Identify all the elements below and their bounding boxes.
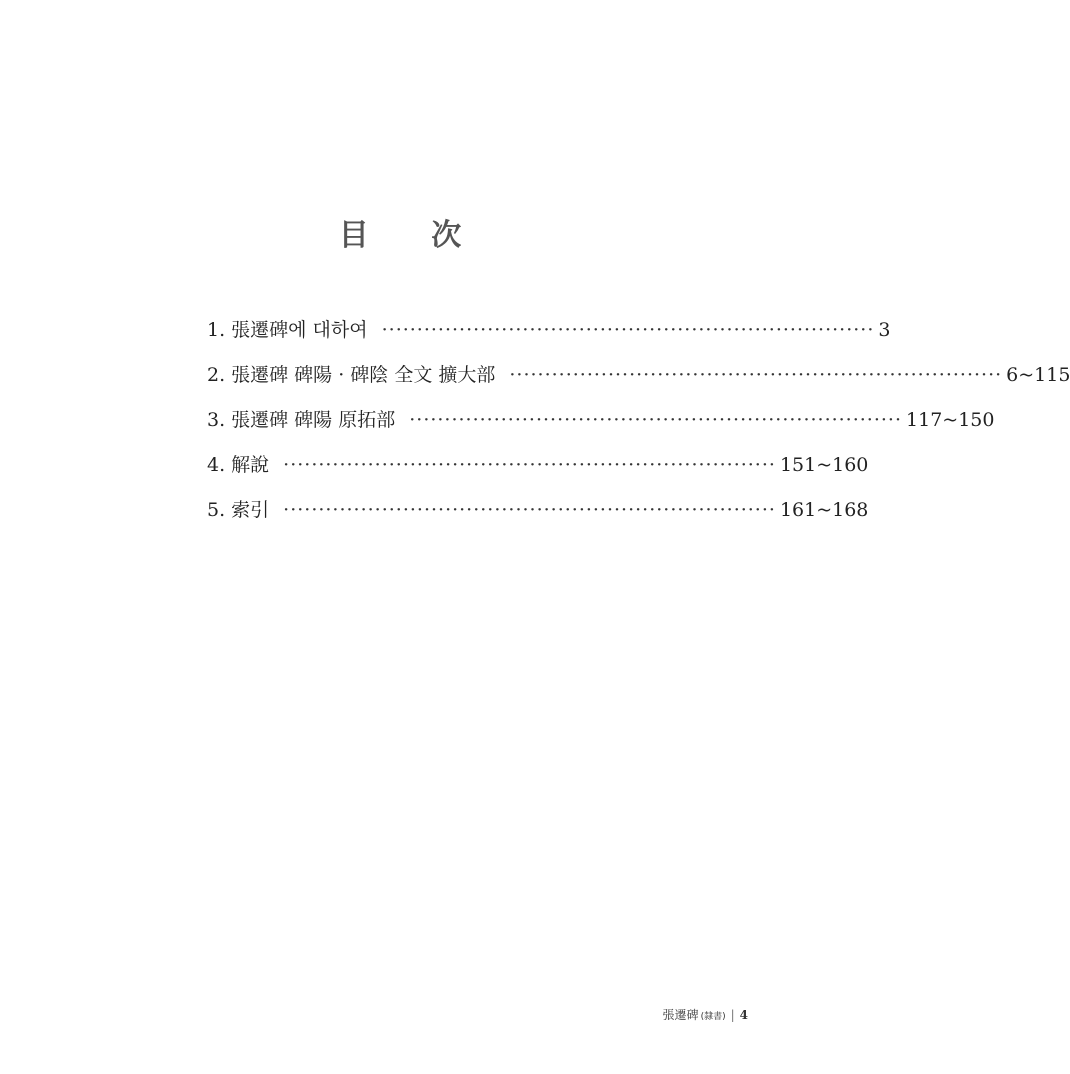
toc-entry-page: 3 [878, 319, 891, 341]
page-footer [663, 1006, 748, 1023]
toc-entry[interactable] [207, 359, 1070, 404]
page-number: 4 [739, 1008, 748, 1022]
toc-entry-number: 4. [207, 454, 226, 476]
footer-subtitle: (隸書) [700, 1012, 726, 1022]
toc-entry-label: 張遷碑 碑陽 原拓部 [231, 409, 396, 431]
toc-leader-dots: ······································································ [409, 409, 903, 431]
toc-entry-page: 151~160 [779, 454, 869, 476]
toc-entry-number: 3. [207, 409, 226, 431]
toc-entry-label: 解說 [231, 454, 270, 476]
toc-entry-page: 6~115 [1006, 364, 1070, 386]
toc-entry-label: 張遷碑에 대하여 [231, 319, 368, 341]
toc-entry-page: 117~150 [906, 409, 995, 431]
toc-leader-dots: ······································································ [283, 499, 776, 521]
toc-entry-number: 2. [207, 364, 226, 386]
toc-entry[interactable] [207, 404, 995, 449]
toc-leader-dots: ······································································ [381, 319, 875, 341]
table-of-contents [207, 314, 1070, 539]
toc-entry[interactable] [207, 314, 891, 359]
toc-entry-number: 5. [207, 499, 226, 521]
toc-entry-label: 張遷碑 碑陽 · 碑陰 全文 擴大部 [231, 364, 496, 386]
toc-entry[interactable] [207, 494, 869, 539]
toc-entry-label: 索引 [231, 499, 270, 521]
toc-leader-dots: ······································································ [283, 454, 776, 476]
toc-leader-dots: ······································································ [509, 364, 1003, 386]
footer-book-title: 張遷碑 [662, 1008, 699, 1022]
footer-divider: | [730, 1008, 735, 1022]
toc-entry-number: 1. [207, 319, 226, 341]
page-title: 目 次 [338, 218, 488, 253]
toc-entry-page: 161~168 [779, 499, 869, 521]
toc-entry[interactable] [207, 449, 869, 494]
